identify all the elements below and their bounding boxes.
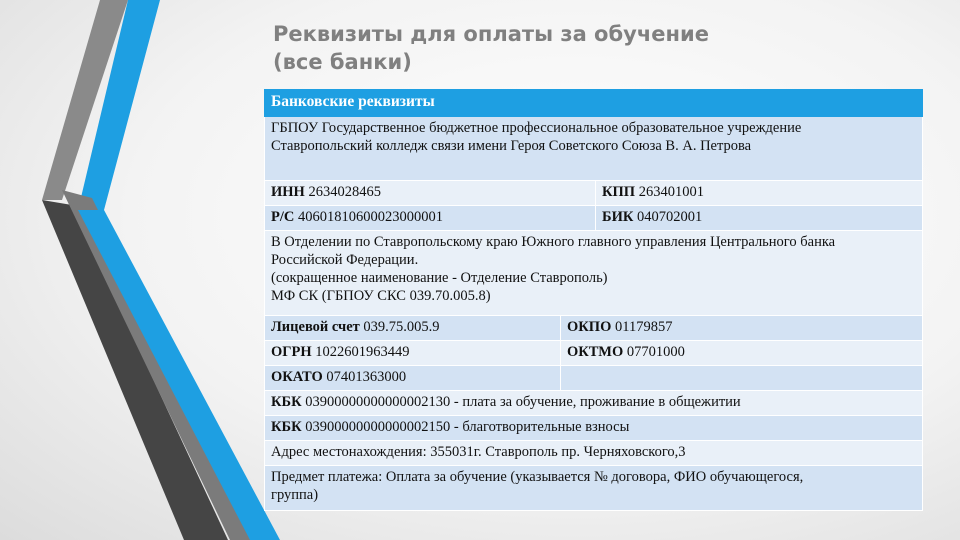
- ogrn-label: ОГРН: [271, 344, 312, 360]
- oktmo-value: 07701000: [626, 344, 685, 360]
- ogrn-value: 1022601963449: [315, 344, 410, 360]
- org-row: [265, 117, 923, 181]
- okato-value: 07401363000: [326, 369, 407, 385]
- purpose-line-2: группа): [271, 487, 319, 503]
- empty-cell: [561, 366, 923, 391]
- table-header: Банковские реквизиты: [265, 90, 923, 117]
- bank-details-table: [264, 89, 923, 511]
- ls-label: Лицевой счет: [271, 319, 360, 335]
- purpose-line-1: Предмет платежа: Оплата за обучение (указывается № договора, ФИО обучающегося,: [271, 469, 804, 485]
- okato-row: [265, 366, 923, 391]
- org-name-line-1: ГБПОУ Государственное бюджетное профессиональное образовательное учреждение: [271, 120, 802, 136]
- kbk2-cell: [265, 416, 923, 441]
- kbk1-value: 03900000000000002130 - плата за обучение, проживание в общежитии: [305, 394, 741, 410]
- bik-label: БИК: [602, 209, 634, 225]
- bank-line-2: Российской Федерации.: [271, 252, 419, 268]
- rs-label: Р/С: [271, 209, 295, 225]
- bik-value: 040702001: [637, 209, 703, 225]
- okpo-cell: [561, 316, 923, 341]
- kbk1-label: КБК: [271, 394, 302, 410]
- oktmo-cell: [561, 341, 923, 366]
- kpp-value: 263401001: [638, 184, 704, 200]
- okpo-label: ОКПО: [567, 319, 612, 335]
- kbk2-row: [265, 416, 923, 441]
- rs-value: 40601810600023000001: [297, 209, 443, 225]
- org-name-line-2: Ставропольский колледж связи имени Героя Советского Союза В. А. Петрова: [271, 138, 752, 154]
- kbk1-row: [265, 391, 923, 416]
- okato-cell: [265, 366, 561, 391]
- bik-cell: [596, 206, 923, 231]
- rs-bik-row: [265, 206, 923, 231]
- okato-label: ОКАТО: [271, 369, 323, 385]
- inn-label: ИНН: [271, 184, 305, 200]
- ogrn-cell: [265, 341, 561, 366]
- address-row: [265, 441, 923, 466]
- ls-cell: [265, 316, 561, 341]
- ls-okpo-row: [265, 316, 923, 341]
- oktmo-label: ОКТМО: [567, 344, 624, 360]
- bank-line-3: (сокращенное наименование - Отделение Ставрополь): [271, 270, 608, 286]
- ls-value: 039.75.005.9: [363, 319, 440, 335]
- purpose-cell: [265, 466, 923, 511]
- kpp-label: КПП: [602, 184, 636, 200]
- inn-value: 2634028465: [308, 184, 381, 200]
- inn-cell: [265, 181, 596, 206]
- kbk1-cell: [265, 391, 923, 416]
- okpo-value: 01179857: [614, 319, 673, 335]
- stripe-dark: [42, 200, 228, 540]
- bank-row: [265, 231, 923, 316]
- bank-line-4: МФ СК (ГБПОУ СКС 039.70.005.8): [271, 288, 491, 304]
- bank-cell: [265, 231, 923, 316]
- purpose-row: [265, 466, 923, 511]
- title-line-2: (все банки): [273, 50, 412, 74]
- page-title: [273, 20, 933, 76]
- inn-kpp-row: [265, 181, 923, 206]
- bank-line-1: В Отделении по Ставропольскому краю Южного главного управления Центрального банка: [271, 234, 836, 250]
- ogrn-oktmo-row: [265, 341, 923, 366]
- kpp-cell: [596, 181, 923, 206]
- address-cell: Адрес местонахождения: 355031г. Ставрополь пр. Черняховского,3: [265, 441, 923, 466]
- kbk2-value: 03900000000000002150 - благотворительные взносы: [305, 419, 630, 435]
- title-line-1: Реквизиты для оплаты за обучение: [273, 22, 709, 46]
- rs-cell: [265, 206, 596, 231]
- kbk2-label: КБК: [271, 419, 302, 435]
- table-header-row: [265, 90, 923, 117]
